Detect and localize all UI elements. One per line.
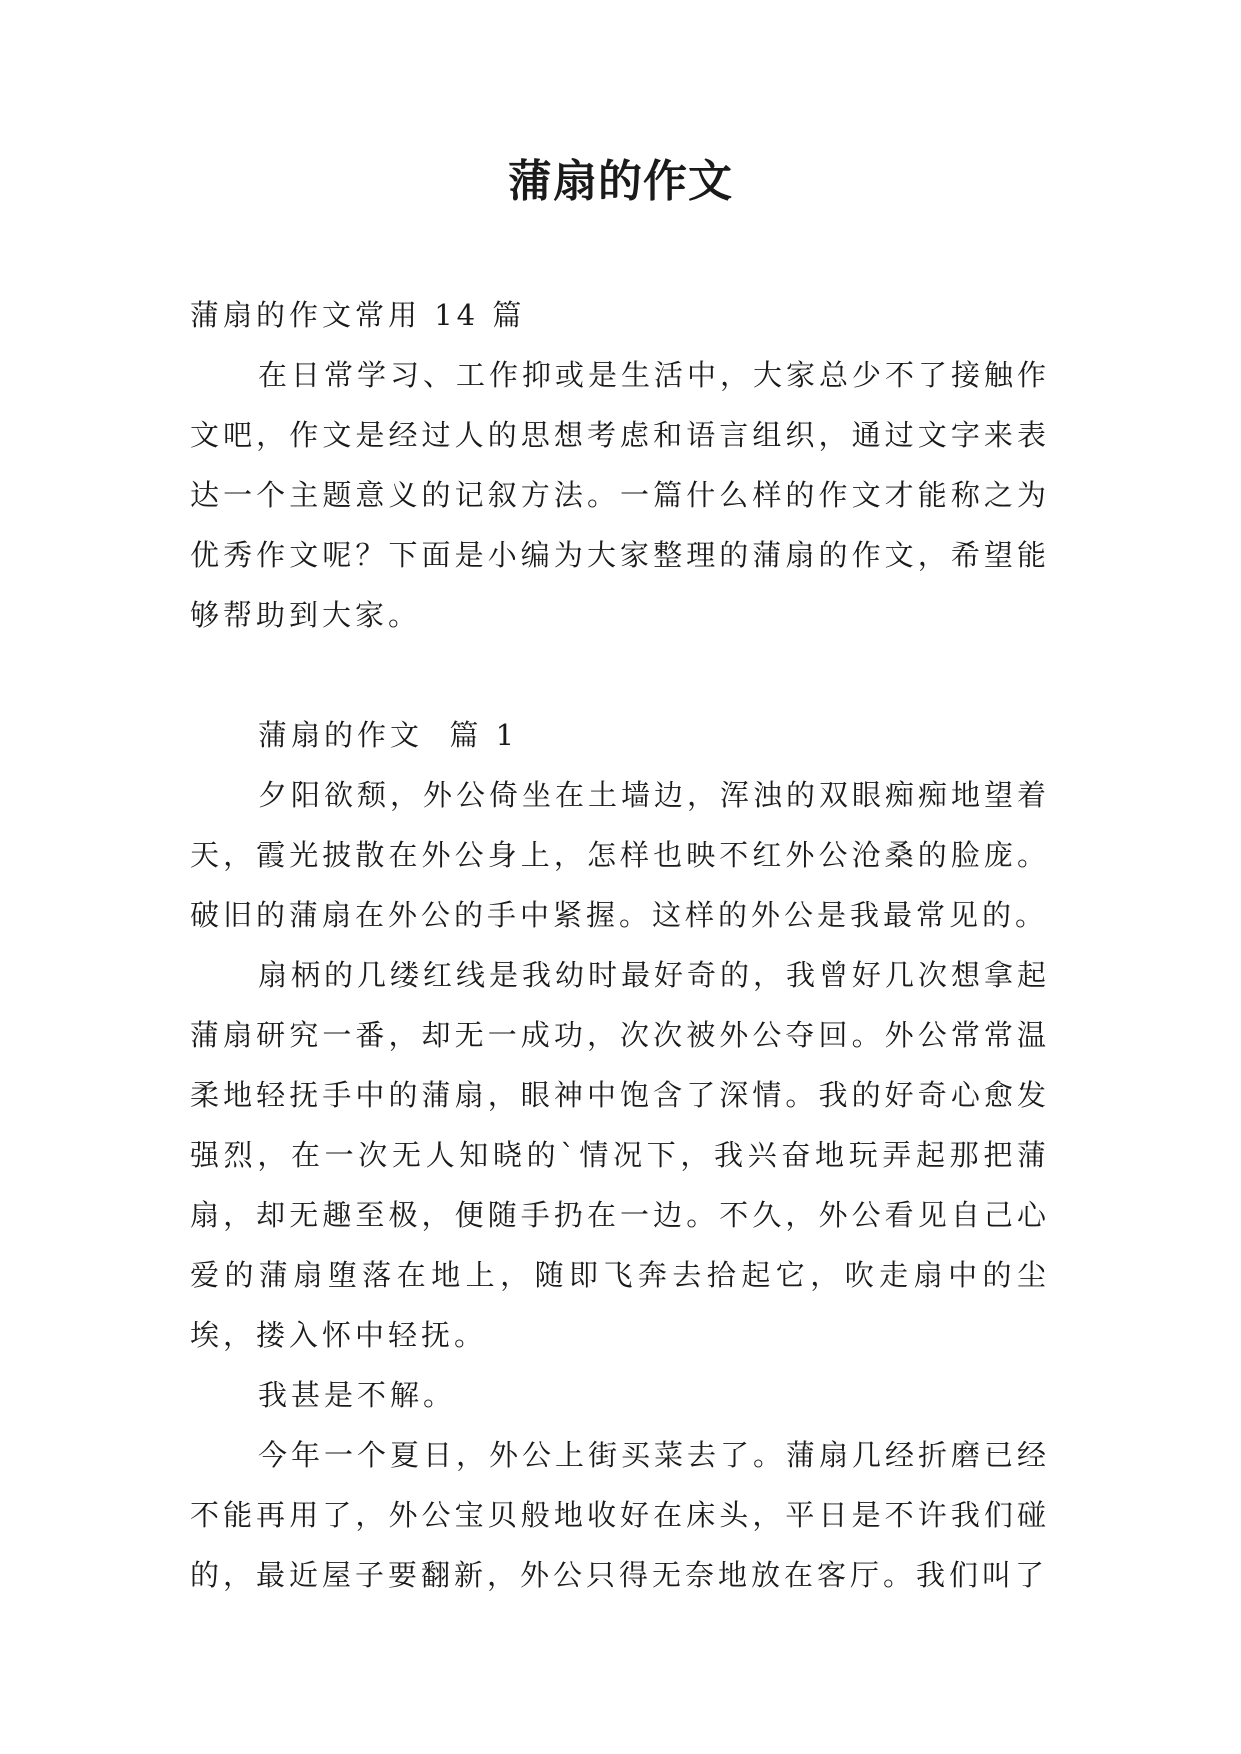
document-title: 蒲扇的作文 bbox=[508, 156, 733, 207]
body-paragraph-4: 今年一个夏日，外公上街买菜去了。蒲扇几经折磨已经不能再用了，外公宝贝般地收好在床头，平日是不许我们碰的，最近屋子要翻新，外公只得无奈地放在客厅。我们叫了 bbox=[190, 1438, 1051, 1592]
body-paragraph-3: 我甚是不解。 bbox=[258, 1378, 457, 1412]
intro-paragraph: 在日常学习、工作抑或是生活中，大家总少不了接触作文吧，作文是经过人的思想考虑和语言组织，通过文字来表达一个主题意义的记叙方法。一篇什么样的作文才能称之为优秀作文呢？下面是小编为大家整理的蒲扇的作文，希望能够帮助到大家。 bbox=[190, 358, 1051, 632]
body-paragraph-2: 扇柄的几缕红线是我幼时最好奇的，我曾好几次想拿起蒲扇研究一番，却无一成功，次次被外公夺回。外公常常温柔地轻抚手中的蒲扇，眼神中饱含了深情。我的好奇心愈发强烈，在一次无人知晓的`情况下，我兴奋地玩弄起那把蒲扇，却无趣至极，便随手扔在一边。不久，外公看见自己心爱的蒲扇堕落在地上，随即飞奔去拾起它，吹走扇中的尘埃，搂入怀中轻抚。 bbox=[190, 958, 1051, 1352]
section-heading: 蒲扇的作文 篇 1 bbox=[258, 718, 519, 752]
document-body bbox=[190, 285, 1050, 1605]
body-paragraph-1: 夕阳欲颓，外公倚坐在土墙边，浑浊的双眼痴痴地望着天，霞光披散在外公身上，怎样也映不红外公沧桑的脸庞。破旧的蒲扇在外公的手中紧握。这样的外公是我最常见的。 bbox=[190, 778, 1051, 932]
document-subtitle: 蒲扇的作文常用 14 篇 bbox=[190, 298, 526, 332]
